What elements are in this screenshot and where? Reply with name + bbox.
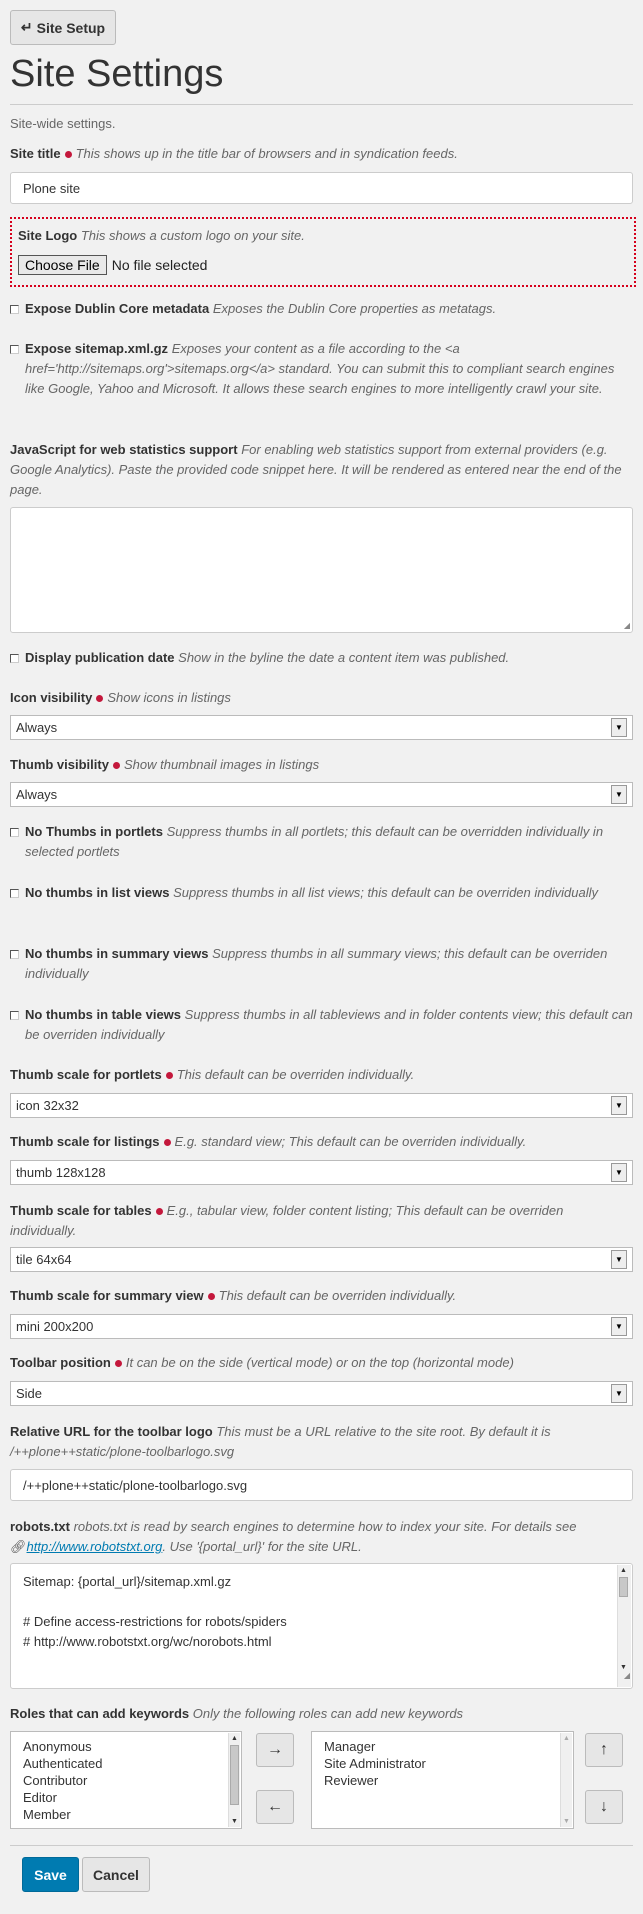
- site-title-input[interactable]: Plone site: [10, 172, 633, 204]
- chevron-down-icon: ▼: [611, 1250, 627, 1269]
- scale-listings-label: Thumb scale for listings E.g. standard view; This default can be overriden individually.: [10, 1134, 527, 1149]
- scroll-up-icon: ▲: [620, 1567, 627, 1574]
- move-down-button[interactable]: ↓: [585, 1790, 623, 1824]
- no-thumbs-table-checkbox[interactable]: [10, 1011, 19, 1020]
- sitemap-checkbox[interactable]: [10, 345, 19, 354]
- required-dot-icon: [113, 762, 120, 769]
- link-icon: 🔗︎: [10, 1539, 27, 1554]
- toolbar-position-select[interactable]: Side ▼: [10, 1381, 633, 1406]
- scale-listings-select[interactable]: thumb 128x128 ▼: [10, 1160, 633, 1185]
- selected-roles-scrollbar[interactable]: [560, 1733, 572, 1827]
- keywords-label: Roles that can add keywords Only the following roles can add new keywords: [10, 1706, 464, 1721]
- list-item[interactable]: Site Administrator: [324, 1756, 426, 1771]
- no-thumbs-summary-field: No thumbs in summary views Suppress thumbs in all summary views; this default can be overriden individually: [10, 944, 633, 984]
- robots-textarea[interactable]: Sitemap: {portal_url}/sitemap.xml.gz # Define access-restrictions for robots/spiders # http://www.robotstxt.org/wc/norobots.html ▲ ▼ ◢: [10, 1563, 633, 1689]
- no-thumbs-portlets-field: No Thumbs in portlets Suppress thumbs in all portlets; this default can be overridden individually in selected portlets: [10, 822, 633, 862]
- scale-portlets-label: Thumb scale for portlets This default can be overriden individually.: [10, 1067, 415, 1082]
- required-dot-icon: [208, 1293, 215, 1300]
- list-item[interactable]: Anonymous: [23, 1739, 92, 1754]
- list-item[interactable]: Contributor: [23, 1773, 88, 1788]
- list-item[interactable]: Manager: [324, 1739, 376, 1754]
- move-up-button[interactable]: ↑: [585, 1733, 623, 1767]
- list-item[interactable]: Editor: [23, 1790, 57, 1805]
- list-item[interactable]: Authenticated: [23, 1756, 103, 1771]
- chevron-down-icon: ▼: [611, 785, 627, 804]
- webstats-label: JavaScript for web statistics support For enabling web statistics support from external providers (e.g. Google Analytics). Paste the provided code snippet here. It will be rendered as entered near the end of the page.: [10, 442, 622, 497]
- actions-divider: [10, 1845, 633, 1846]
- scale-summary-label: Thumb scale for summary view This default can be overriden individually.: [10, 1288, 457, 1303]
- list-item[interactable]: Member: [23, 1807, 71, 1822]
- scroll-up-icon: ▲: [563, 1735, 570, 1742]
- resize-handle-icon[interactable]: ◢: [623, 621, 630, 630]
- required-dot-icon: [65, 151, 72, 158]
- scale-tables-select[interactable]: tile 64x64 ▼: [10, 1247, 633, 1272]
- resize-handle-icon[interactable]: ◢: [623, 1671, 630, 1680]
- no-thumbs-summary-checkbox[interactable]: [10, 950, 19, 959]
- scroll-down-icon: ▼: [563, 1818, 570, 1825]
- no-thumbs-table-field: No thumbs in table views Suppress thumbs in all tableviews and in folder contents view; this default can be overriden individually: [10, 1005, 633, 1045]
- no-thumbs-list-field: No thumbs in list views Suppress thumbs in all list views; this default can be overriden individually: [10, 883, 633, 903]
- save-button[interactable]: Save: [22, 1857, 79, 1892]
- remove-role-button[interactable]: ←: [256, 1790, 294, 1824]
- add-role-button[interactable]: →: [256, 1733, 294, 1767]
- pub-date-checkbox[interactable]: [10, 654, 19, 663]
- no-thumbs-list-checkbox[interactable]: [10, 889, 19, 898]
- site-logo-label: Site Logo This shows a custom logo on your site.: [18, 228, 305, 243]
- required-dot-icon: [156, 1208, 163, 1215]
- cancel-button[interactable]: Cancel: [82, 1857, 150, 1892]
- scroll-up-icon: ▲: [231, 1735, 238, 1742]
- site-logo-field: [10, 217, 636, 287]
- icon-visibility-label: Icon visibility Show icons in listings: [10, 690, 231, 705]
- sitemap-field: Expose sitemap.xml.gz Exposes your content as a file according to the <a href='http://sitemaps.org'>sitemaps.org</a> standard. You can submit this to compliant search engines like Google, Yahoo and Microsoft. It allows these search engines to more intelligently crawl your site.: [10, 339, 633, 399]
- dublin-core-checkbox[interactable]: [10, 305, 19, 314]
- selected-roles-listbox[interactable]: [311, 1731, 574, 1829]
- list-item[interactable]: Reviewer: [324, 1773, 379, 1788]
- webstats-textarea[interactable]: [10, 507, 633, 633]
- scroll-down-icon: ▼: [231, 1818, 238, 1825]
- icon-visibility-select[interactable]: Always ▼: [10, 715, 633, 740]
- pub-date-field: Display publication date Show in the byline the date a content item was published.: [10, 648, 633, 668]
- chevron-down-icon: ▼: [611, 1096, 627, 1115]
- chevron-down-icon: ▼: [611, 718, 627, 737]
- toolbar-logo-input[interactable]: /++plone++static/plone-toolbarlogo.svg: [10, 1469, 633, 1501]
- dublin-core-field: Expose Dublin Core metadata Exposes the Dublin Core properties as metatags.: [10, 299, 633, 319]
- scale-summary-select[interactable]: mini 200x200 ▼: [10, 1314, 633, 1339]
- page-description: Site-wide settings.: [10, 116, 116, 131]
- toolbar-position-label: Toolbar position It can be on the side (vertical mode) or on the top (horizontal mode): [10, 1355, 514, 1370]
- available-roles-listbox[interactable]: [10, 1731, 242, 1829]
- scroll-down-icon: ▼: [620, 1664, 627, 1671]
- site-setup-button[interactable]: ↵ Site Setup: [10, 10, 116, 45]
- toolbar-logo-label: Relative URL for the toolbar logo This must be a URL relative to the site root. By default it is /++plone++static/plone-toolbarlogo.svg: [10, 1424, 551, 1459]
- return-arrow-icon: ↵: [20, 19, 33, 35]
- file-status: No file selected: [111, 257, 208, 273]
- required-dot-icon: [164, 1139, 171, 1146]
- chevron-down-icon: ▼: [611, 1317, 627, 1336]
- chevron-down-icon: ▼: [611, 1384, 627, 1403]
- required-dot-icon: [166, 1072, 173, 1079]
- available-roles-scrollbar[interactable]: [228, 1733, 240, 1827]
- site-title-label: Site title This shows up in the title bar of browsers and in syndication feeds.: [10, 146, 458, 161]
- thumb-visibility-label: Thumb visibility Show thumbnail images in listings: [10, 757, 320, 772]
- robots-label: robots.txt robots.txt is read by search engines to determine how to index your site. For details see 🔗︎http://www.robotstxt.org. Use '{portal_url}' for the site URL.: [10, 1519, 577, 1554]
- thumb-visibility-select[interactable]: Always ▼: [10, 782, 633, 807]
- choose-file-button[interactable]: Choose File: [18, 255, 107, 275]
- chevron-down-icon: ▼: [611, 1163, 627, 1182]
- required-dot-icon: [115, 1360, 122, 1367]
- scale-portlets-select[interactable]: icon 32x32 ▼: [10, 1093, 633, 1118]
- no-thumbs-portlets-checkbox[interactable]: [10, 828, 19, 837]
- title-divider: [10, 104, 633, 105]
- scale-tables-label: Thumb scale for tables E.g., tabular view, folder content listing; This default can be overriden individually.: [10, 1203, 564, 1238]
- robotstxt-link[interactable]: http://www.robotstxt.org: [26, 1539, 163, 1554]
- required-dot-icon: [96, 695, 103, 702]
- page-title: Site Settings: [10, 53, 224, 95]
